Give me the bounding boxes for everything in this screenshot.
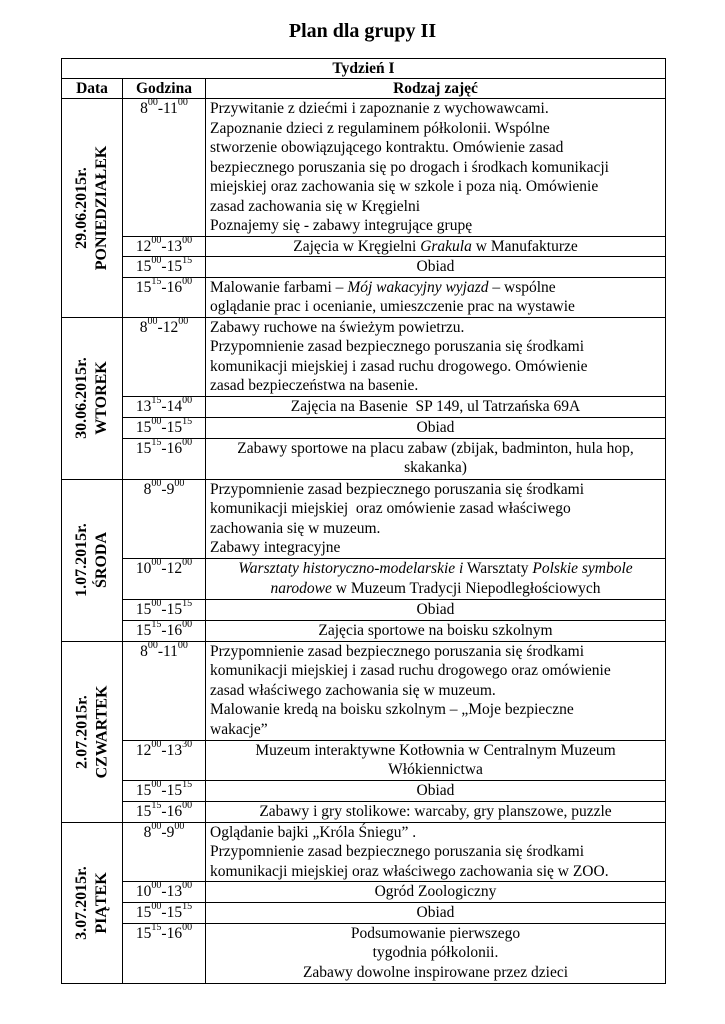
- day-date: 3.07.2015r.: [73, 865, 91, 940]
- day-weekday: ŚRODA: [93, 531, 111, 589]
- table-row: [62, 559, 666, 600]
- table-row: [62, 641, 666, 740]
- activity-cell: Przywitanie z dziećmi i zapoznanie z wychowawcami. Zapoznanie dzieci z regulaminem półkolonii. Wspólne stworzenie obowiązującego kontraktu. Omówienie zasad bezpiecznego poruszania się po drogach i środkach komunikacji miejskiej oraz zachowania się w szkole i poza nią. Omówienie zasad zachowania się w Kręgielni Poznajemy się - zabawy integrujące grupę: [206, 99, 666, 237]
- time-range: $8^{00}-9^{00}$: [123, 822, 206, 882]
- time-range: $8^{00}-12^{00}$: [123, 317, 206, 397]
- time-range: $15^{15}-16^{00}$: [123, 923, 206, 983]
- day-cell: [62, 479, 123, 641]
- time-range: $15^{00}-15^{15}$: [123, 418, 206, 439]
- table-row: [62, 822, 666, 882]
- time-range: $15^{00}-15^{15}$: [123, 781, 206, 802]
- activity-cell: Przypomnienie zasad bezpiecznego poruszania się środkami komunikacji miejskiej oraz omówienie zasad właściwego zachowania się w muzeum. Zabawy integracyjne: [206, 479, 666, 559]
- table-row: [62, 99, 666, 237]
- table-row: [62, 418, 666, 439]
- activity-cell: Podsumowanie pierwszego tygodnia półkolonii. Zabawy dowolne inspirowane przez dzieci: [206, 923, 666, 983]
- activity-cell: Obiad: [206, 418, 666, 439]
- column-header-date: Data: [62, 79, 123, 99]
- activity-cell: Ogród Zoologiczny: [206, 882, 666, 903]
- table-row: [62, 397, 666, 418]
- activity-cell: Zabawy ruchowe na świeżym powietrzu. Przypomnienie zasad bezpiecznego poruszania się środkami komunikacji miejskiej i zasad ruchu drogowego. Omówienie zasad bezpieczeństwa na basenie.: [206, 317, 666, 397]
- time-range: $15^{15}-16^{00}$: [123, 801, 206, 822]
- time-range: $10^{00}-13^{00}$: [123, 882, 206, 903]
- table-row: [62, 740, 666, 780]
- activity-cell: Warsztaty historyczno-modelarskie i Warsztaty Polskie symbole narodowe w Muzeum Tradycji Niepodległościowych: [206, 559, 666, 600]
- column-header-hour: Godzina: [123, 79, 206, 99]
- table-row: [62, 236, 666, 257]
- time-range: $10^{00}-12^{00}$: [123, 559, 206, 600]
- table-row: [62, 277, 666, 317]
- time-range: $15^{15}-16^{00}$: [123, 620, 206, 641]
- activity-cell: Oglądanie bajki „Króla Śniegu” . Przypomnienie zasad bezpiecznego poruszania się środkami komunikacji miejskiej oraz właściwego zachowania się w ZOO.: [206, 822, 666, 882]
- time-range: $8^{00}-9^{00}$: [123, 479, 206, 559]
- time-range: $15^{15}-16^{00}$: [123, 438, 206, 479]
- day-weekday: WTOREK: [93, 361, 111, 435]
- time-range: $13^{15}-14^{00}$: [123, 397, 206, 418]
- day-date: 30.06.2015r.: [73, 357, 91, 439]
- time-range: $15^{00}-15^{15}$: [123, 902, 206, 923]
- day-cell: [62, 99, 123, 318]
- day-weekday: PONIEDZIAŁEK: [93, 145, 110, 270]
- activity-cell: Zabawy i gry stolikowe: warcaby, gry planszowe, puzzle: [206, 801, 666, 822]
- time-range: $15^{15}-16^{00}$: [123, 277, 206, 317]
- day-weekday: PIĄTEK: [93, 871, 111, 934]
- day-weekday: CZWARTEK: [93, 685, 111, 778]
- table-row: [62, 257, 666, 278]
- time-range: $8^{00}-11^{00}$: [123, 641, 206, 740]
- table-row: [62, 620, 666, 641]
- activity-cell: Obiad: [206, 781, 666, 802]
- time-range: $15^{00}-15^{15}$: [123, 257, 206, 278]
- time-range: $8^{00}-11^{00}$: [123, 99, 206, 237]
- table-row: [62, 902, 666, 923]
- day-date: 29.06.2015r.: [73, 166, 90, 249]
- time-range: $12^{00}-13^{30}$: [123, 740, 206, 780]
- table-row: [62, 599, 666, 620]
- activity-cell: Zajęcia w Kręgielni Grakula w Manufakturze: [206, 236, 666, 257]
- activity-cell: Przypomnienie zasad bezpiecznego poruszania się środkami komunikacji miejskiej i zasad ruchu drogowego oraz omówienie zasad właściwego zachowania się w muzeum. Malowanie kredą na boisku szkolnym – „Moje bezpieczne wakacje”: [206, 641, 666, 740]
- table-row: [62, 923, 666, 983]
- day-cell: [62, 822, 123, 983]
- activity-cell: Zajęcia na Basenie SP 149, ul Tatrzańska 69A: [206, 397, 666, 418]
- time-range: $12^{00}-13^{00}$: [123, 236, 206, 257]
- activity-cell: Obiad: [206, 257, 666, 278]
- day-date: 2.07.2015r.: [73, 694, 91, 769]
- table-row: [62, 317, 666, 397]
- page-title: Plan dla grupy II: [288, 20, 437, 42]
- week-header: Tydzień I: [62, 59, 666, 79]
- activity-cell: Zabawy sportowe na placu zabaw (zbijak, badminton, hula hop, skakanka): [206, 438, 666, 479]
- column-header-activity: Rodzaj zajęć: [206, 79, 666, 99]
- activity-cell: Obiad: [206, 599, 666, 620]
- day-date: 1.07.2015r.: [73, 523, 91, 597]
- table-row: [62, 801, 666, 822]
- day-cell: [62, 317, 123, 479]
- table-row: [62, 781, 666, 802]
- activity-cell: Malowanie farbami – Mój wakacyjny wyjazd – wspólne oglądanie prac i ocenianie, umieszczenie prac na wystawie: [206, 277, 666, 317]
- table-row: [62, 882, 666, 903]
- activity-cell: Obiad: [206, 902, 666, 923]
- day-cell: [62, 641, 123, 822]
- activity-cell: Muzeum interaktywne Kotłownia w Centralnym Muzeum Włókiennictwa: [206, 740, 666, 780]
- table-row: [62, 479, 666, 559]
- activity-cell: Zajęcia sportowe na boisku szkolnym: [206, 620, 666, 641]
- table-row: [62, 438, 666, 479]
- time-range: $15^{00}-15^{15}$: [123, 599, 206, 620]
- schedule-table: [61, 58, 666, 984]
